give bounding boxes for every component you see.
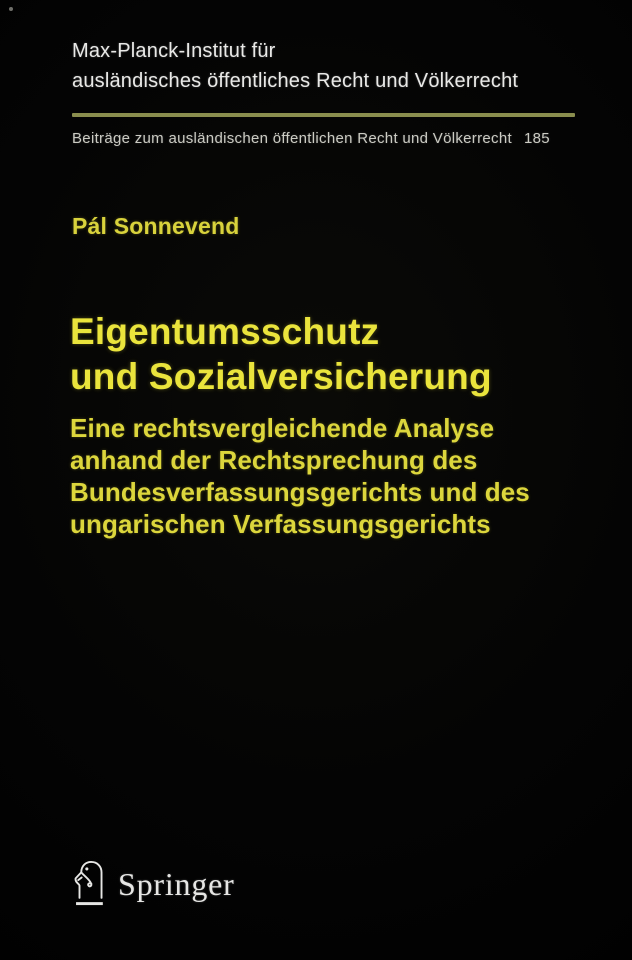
scan-artifact [9,7,13,11]
book-subtitle-line1: Eine rechtsvergleichende Analyse [70,413,495,443]
book-subtitle-line2: anhand der Rechtsprechung des [70,445,478,475]
series-name: Beiträge zum ausländischen öffentlichen Recht und Völkerrecht [72,130,512,147]
publisher-logo-text: Springer [118,866,235,902]
book-subtitle-line4: ungarischen Verfassungsgerichts [70,509,491,539]
publisher-header [72,36,518,96]
book-title-line2: und Sozialversicherung [70,356,492,397]
author-name: Pál Sonnevend [72,213,240,239]
book-title-line1: Eigentumsschutz [70,311,380,352]
publisher-header-line2: ausländisches öffentliches Recht und Völkerrecht [72,70,519,92]
series-divider-rule [72,113,575,117]
springer-knight-icon [70,858,108,910]
series-line [72,129,550,149]
series-number: 185 [523,130,550,147]
publisher-header-line1: Max-Planck-Institut für [72,40,276,62]
book-subtitle [70,412,530,540]
book-subtitle-line3: Bundesverfassungsgerichts und des [70,477,530,507]
book-title [70,309,492,399]
publisher-logo [70,858,235,910]
